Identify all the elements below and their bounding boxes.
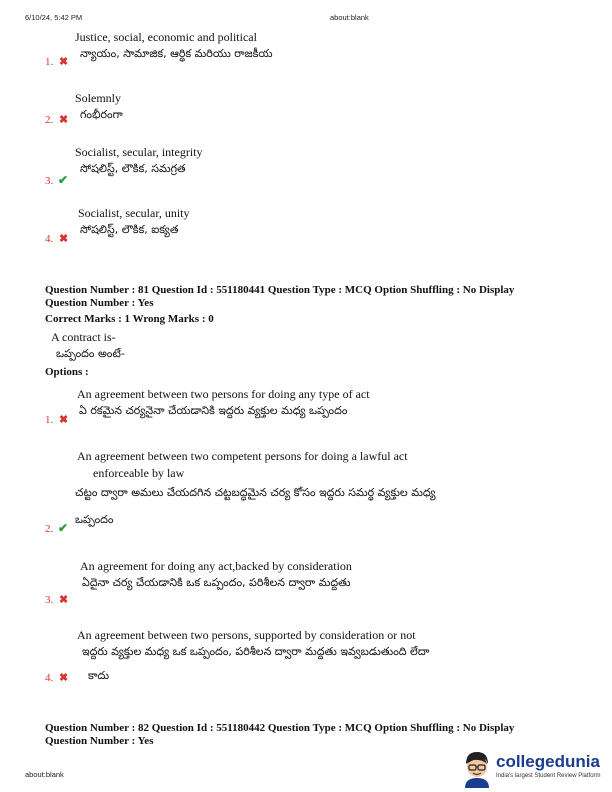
option-te: ఏదైనా చర్య చేయడానికి ఒక ఒప్పందం, పరిశీలన ద్వారా మద్దతు <box>82 576 351 589</box>
option-en: Socialist, secular, integrity <box>75 145 203 159</box>
collegedunia-logo <box>460 750 610 790</box>
option-number: 1. <box>45 414 54 426</box>
question-marks: Correct Marks : 1 Wrong Marks : 0 <box>45 313 214 325</box>
option-te: సోషలిస్ట్, లౌకిక, సమగ్రత <box>80 162 186 175</box>
option-te: గంభీరంగా <box>80 108 123 121</box>
question-meta-2: Question Number : Yes <box>45 297 154 309</box>
student-avatar-icon <box>460 750 494 788</box>
question-meta-2: Question Number : Yes <box>45 735 154 747</box>
option-number: 2. <box>45 523 54 535</box>
wrong-cross-icon: ✖ <box>59 56 69 68</box>
wrong-cross-icon: ✖ <box>59 114 69 126</box>
correct-check-icon: ✔ <box>58 521 69 535</box>
question-meta: Question Number : 81 Question Id : 551180441 Question Type : MCQ Option Shuffling : No Display <box>45 284 515 296</box>
options-label: Options : <box>45 366 89 378</box>
wrong-cross-icon: ✖ <box>59 672 69 684</box>
option-number: 3. <box>45 175 54 187</box>
wrong-cross-icon: ✖ <box>59 594 69 606</box>
option-te: న్యాయం, సామాజిక, ఆర్థిక మరియు రాజకీయ <box>80 47 273 60</box>
option-number: 3. <box>45 594 54 606</box>
print-url: about:blank <box>330 13 369 22</box>
correct-check-icon: ✔ <box>58 173 69 187</box>
option-number: 1. <box>45 56 54 68</box>
option-en-line2: enforceable by law <box>93 466 185 480</box>
option-en-line1: An agreement between two competent persons for doing a lawful act <box>77 449 408 463</box>
wrong-cross-icon: ✖ <box>59 233 69 245</box>
option-en: Socialist, secular, unity <box>78 206 190 220</box>
option-te: సోషలిస్ట్, లౌకిక, ఐక్యత <box>80 223 179 236</box>
logo-tagline: India's largest Student Review Platform <box>496 773 601 779</box>
question-text-te: ఒప్పందం అంటే- <box>56 347 125 360</box>
option-number: 2. <box>45 114 54 126</box>
option-en: Justice, social, economic and political <box>75 30 257 44</box>
option-te-line2: కాదు <box>88 669 110 682</box>
option-en: Solemnly <box>75 91 122 105</box>
option-te-line1: చట్టం ద్వారా అమలు చేయదగిన చట్టబద్ధమైన చర్య కోసం ఇద్దరు సమర్థ వ్యక్తుల మధ్య <box>75 486 436 499</box>
option-en: An agreement for doing any act,backed by consideration <box>80 559 352 573</box>
option-number: 4. <box>45 233 54 245</box>
option-en: An agreement between two persons for doing any type of act <box>77 387 370 401</box>
logo-name: collegedunia <box>496 752 600 771</box>
print-footer-url: about:blank <box>25 770 64 779</box>
option-te-line1: ఇద్దరు వ్యక్తుల మధ్య ఒక ఒప్పందం, పరిశీలన ద్వారా మద్దతు ఇవ్వబడుతుంది లేదా <box>82 645 430 658</box>
option-te: ఏ రకమైన చర్యనైనా చేయడానికి ఇద్దరు వ్యక్తుల మధ్య ఒప్పందం <box>79 404 348 417</box>
question-text-en: A contract is- <box>51 330 116 344</box>
wrong-cross-icon: ✖ <box>59 414 69 426</box>
option-number: 4. <box>45 672 54 684</box>
option-en: An agreement between two persons, supported by consideration or not <box>77 628 416 642</box>
option-te-line2: ఒప్పందం <box>75 513 114 526</box>
question-meta: Question Number : 82 Question Id : 551180442 Question Type : MCQ Option Shuffling : No Display <box>45 722 515 734</box>
print-datetime: 6/10/24, 5:42 PM <box>25 13 83 22</box>
